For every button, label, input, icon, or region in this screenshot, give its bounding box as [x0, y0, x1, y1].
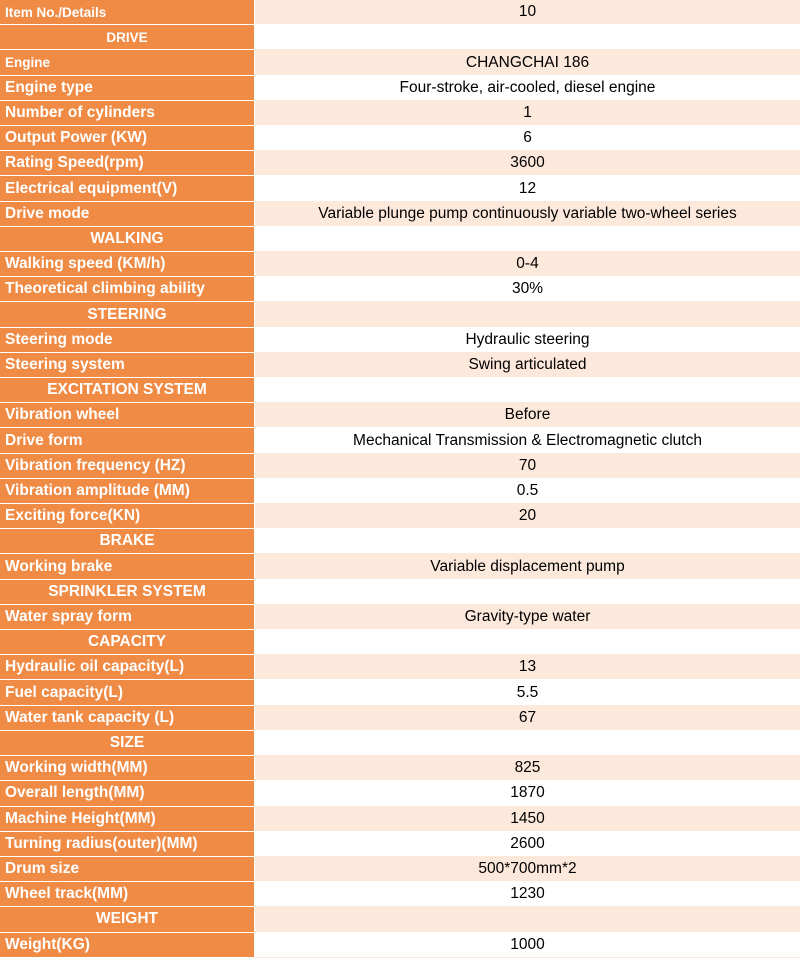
row-label-walking-speed: Walking speed (KM/h): [0, 252, 255, 277]
row-value-rating-speed: 3600: [255, 151, 800, 176]
section-brake: BRAKE: [0, 529, 255, 554]
row-label-exciting-force: Exciting force(KN): [0, 504, 255, 529]
row-label-output-power: Output Power (KW): [0, 126, 255, 151]
section-excitation-system: EXCITATION SYSTEM: [0, 378, 255, 403]
row-label-number-of-cylinders: Number of cylinders: [0, 101, 255, 126]
row-label-rating-speed: Rating Speed(rpm): [0, 151, 255, 176]
row-value-drive-form: Mechanical Transmission & Electromagnetic clutch: [255, 428, 800, 453]
row-value-working-width: 825: [255, 756, 800, 781]
row-label-fuel-capacity: Fuel capacity(L): [0, 680, 255, 705]
section-excitation-system-value: [255, 378, 800, 403]
row-value-engine-type: Four-stroke, air-cooled, diesel engine: [255, 76, 800, 101]
row-value-walking-speed: 0-4: [255, 252, 800, 277]
section-size: SIZE: [0, 731, 255, 756]
row-value-fuel-capacity: 5.5: [255, 680, 800, 705]
row-value-drum-size: 500*700mm*2: [255, 857, 800, 882]
row-label-water-tank-capacity: Water tank capacity (L): [0, 706, 255, 731]
row-value-steering-system: Swing articulated: [255, 353, 800, 378]
row-value-water-tank-capacity: 67: [255, 706, 800, 731]
section-sprinkler-system-value: [255, 580, 800, 605]
row-label-engine-type: Engine type: [0, 76, 255, 101]
row-value-vibration-frequency: 70: [255, 454, 800, 479]
row-value-output-power: 6: [255, 126, 800, 151]
row-label-working-width: Working width(MM): [0, 756, 255, 781]
row-label-turning-radius: Turning radius(outer)(MM): [0, 832, 255, 857]
header-label: Item No./Details: [0, 0, 255, 25]
row-value-wheel-track: 1230: [255, 882, 800, 907]
row-label-machine-height: Machine Height(MM): [0, 807, 255, 832]
row-label-wheel-track: Wheel track(MM): [0, 882, 255, 907]
section-brake-value: [255, 529, 800, 554]
section-steering-value: [255, 302, 800, 327]
row-value-steering-mode: Hydraulic steering: [255, 328, 800, 353]
row-label-working-brake: Working brake: [0, 554, 255, 579]
row-label-vibration-wheel: Vibration wheel: [0, 403, 255, 428]
section-weight-value: [255, 907, 800, 932]
section-walking: WALKING: [0, 227, 255, 252]
section-size-value: [255, 731, 800, 756]
section-weight: WEIGHT: [0, 907, 255, 932]
row-label-vibration-frequency: Vibration frequency (HZ): [0, 454, 255, 479]
section-sprinkler-system: SPRINKLER SYSTEM: [0, 580, 255, 605]
row-value-number-of-cylinders: 1: [255, 101, 800, 126]
row-value-drive-mode: Variable plunge pump continuously variable two-wheel series: [255, 202, 800, 227]
row-label-climbing-ability: Theoretical climbing ability: [0, 277, 255, 302]
row-value-working-brake: Variable displacement pump: [255, 554, 800, 579]
row-label-electrical-equipment: Electrical equipment(V): [0, 176, 255, 201]
section-capacity-value: [255, 630, 800, 655]
row-value-vibration-amplitude: 0.5: [255, 479, 800, 504]
row-value-engine: CHANGCHAI 186: [255, 50, 800, 75]
row-label-vibration-amplitude: Vibration amplitude (MM): [0, 479, 255, 504]
section-drive-value: [255, 25, 800, 50]
row-value-overall-length: 1870: [255, 781, 800, 806]
row-label-overall-length: Overall length(MM): [0, 781, 255, 806]
row-value-climbing-ability: 30%: [255, 277, 800, 302]
section-steering: STEERING: [0, 302, 255, 327]
row-label-drive-form: Drive form: [0, 428, 255, 453]
row-label-steering-mode: Steering mode: [0, 328, 255, 353]
row-label-drive-mode: Drive mode: [0, 202, 255, 227]
row-value-hydraulic-oil-capacity: 13: [255, 655, 800, 680]
section-capacity: CAPACITY: [0, 630, 255, 655]
section-walking-value: [255, 227, 800, 252]
row-value-electrical-equipment: 12: [255, 176, 800, 201]
row-label-weight: Weight(KG): [0, 933, 255, 958]
row-label-engine: Engine: [0, 50, 255, 75]
row-label-steering-system: Steering system: [0, 353, 255, 378]
header-value: 10: [255, 0, 800, 25]
row-value-machine-height: 1450: [255, 807, 800, 832]
row-value-weight: 1000: [255, 933, 800, 958]
row-value-exciting-force: 20: [255, 504, 800, 529]
row-value-water-spray-form: Gravity-type water: [255, 605, 800, 630]
row-label-hydraulic-oil-capacity: Hydraulic oil capacity(L): [0, 655, 255, 680]
row-value-vibration-wheel: Before: [255, 403, 800, 428]
row-value-turning-radius: 2600: [255, 832, 800, 857]
row-label-drum-size: Drum size: [0, 857, 255, 882]
section-drive: DRIVE: [0, 25, 255, 50]
row-label-water-spray-form: Water spray form: [0, 605, 255, 630]
